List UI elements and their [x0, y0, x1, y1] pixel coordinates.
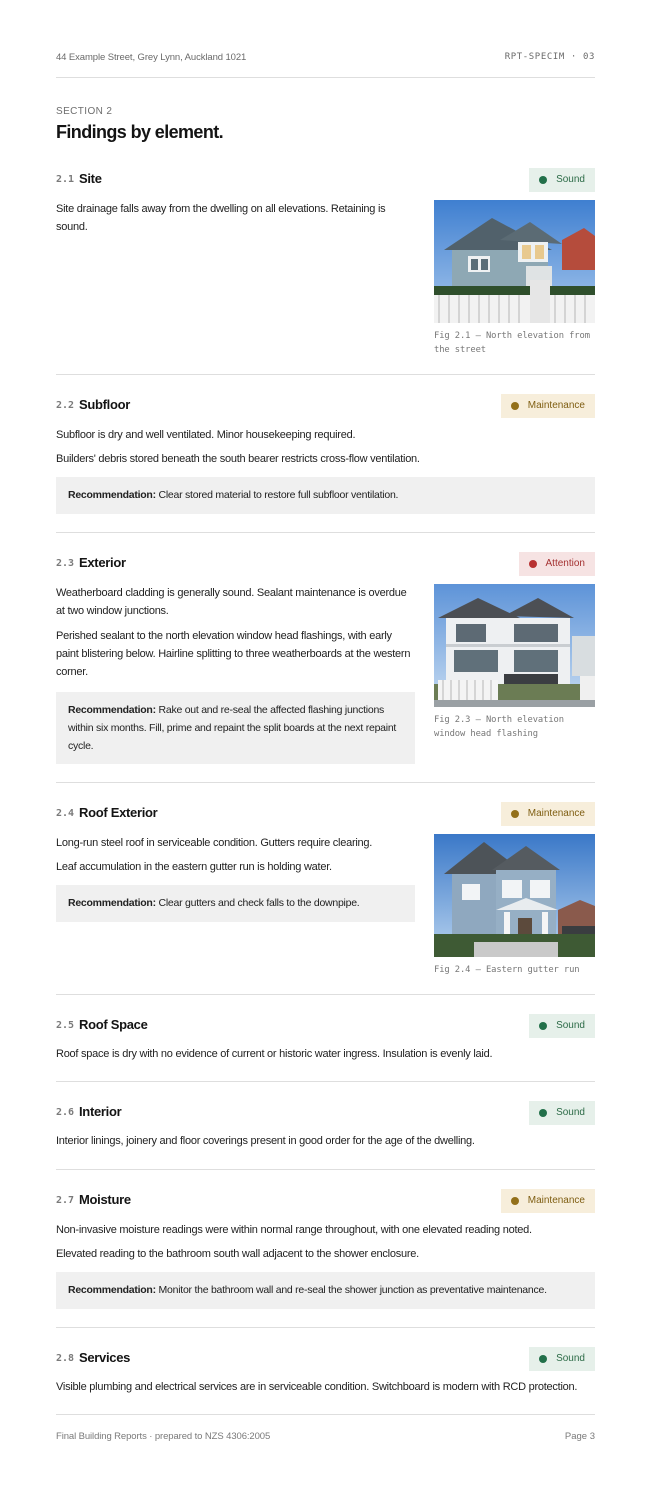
- recommendation-text: Rake out and re-seal the affected flashing junctions within six months. Fill, prime and repaint the split boards at the next repaint cycle.: [68, 704, 397, 752]
- element-subfloor: [56, 394, 595, 518]
- section-label: SECTION 2: [56, 106, 113, 117]
- element-number: 2.3: [56, 558, 75, 569]
- element-number: 2.5: [56, 1020, 75, 1031]
- element-name: Exterior: [79, 555, 126, 570]
- element-roof-exterior: [56, 802, 595, 982]
- recommendation-text: Clear stored material to restore full subfloor ventilation.: [158, 489, 399, 501]
- element-number: 2.8: [56, 1353, 75, 1364]
- element-detail: Leaf accumulation in the eastern gutter run is holding water.: [56, 861, 332, 873]
- element-name: Roof Space: [79, 1017, 148, 1032]
- status-badge: Maintenance: [501, 802, 595, 826]
- recommendation-box: [56, 1272, 595, 1309]
- element-summary: Roof space is dry with no evidence of current or historic water ingress. Insulation is evenly laid.: [56, 1048, 493, 1060]
- recommendation-label: Recommendation:: [68, 897, 156, 909]
- divider: [56, 374, 595, 375]
- status-badge: Sound: [529, 168, 595, 192]
- element-name: Roof Exterior: [79, 805, 158, 820]
- status-dot-icon: [539, 1355, 547, 1363]
- element-summary: Weatherboard cladding is generally sound. Sealant maintenance is overdue at two window junctions.: [56, 587, 407, 617]
- status-badge: Sound: [529, 1347, 595, 1371]
- property-address: 44 Example Street, Grey Lynn, Auckland 1021: [56, 52, 247, 63]
- figure-caption: Fig 2.3 — North elevation window head flashing: [434, 715, 564, 739]
- divider: [56, 532, 595, 533]
- element-number: 2.4: [56, 808, 75, 819]
- element-roof-space: [56, 1014, 595, 1068]
- divider: [56, 782, 595, 783]
- recommendation-box: [56, 885, 415, 922]
- status-dot-icon: [539, 176, 547, 184]
- page-header: [56, 52, 595, 78]
- figure: [434, 584, 595, 741]
- page-footer: [56, 1414, 595, 1444]
- status-dot-icon: [529, 560, 537, 568]
- recommendation-label: Recommendation:: [68, 1284, 156, 1296]
- element-services: [56, 1347, 595, 1401]
- element-summary: Subfloor is dry and well ventilated. Minor housekeeping required.: [56, 429, 356, 441]
- figure: [434, 834, 595, 977]
- element-summary: Visible plumbing and electrical services are in serviceable condition. Switchboard is modern with RCD protection.: [56, 1381, 578, 1393]
- status-dot-icon: [511, 1197, 519, 1205]
- figure-caption: Fig 2.1 — North elevation from the street: [434, 331, 590, 355]
- element-name: Site: [79, 171, 102, 186]
- element-detail: Perished sealant to the north elevation window head flashings, with early paint blistering below. Hairline splitting to three weatherboards at the western corner.: [56, 630, 411, 678]
- status-dot-icon: [511, 810, 519, 818]
- house-photo-icon: [434, 584, 595, 707]
- element-number: 2.2: [56, 400, 75, 411]
- recommendation-box: [56, 692, 415, 764]
- element-moisture: [56, 1189, 595, 1313]
- status-dot-icon: [511, 402, 519, 410]
- divider: [56, 1327, 595, 1328]
- element-name: Subfloor: [79, 397, 131, 412]
- element-name: Interior: [79, 1104, 122, 1119]
- element-name: Services: [79, 1350, 131, 1365]
- page-number: Page 3: [564, 1431, 595, 1442]
- recommendation-label: Recommendation:: [68, 704, 156, 716]
- recommendation-text: Clear gutters and check falls to the downpipe.: [158, 897, 360, 909]
- element-number: 2.6: [56, 1107, 75, 1118]
- element-detail: Builders' debris stored beneath the south bearer restricts cross-flow ventilation.: [56, 453, 420, 465]
- element-name: Moisture: [79, 1192, 131, 1207]
- figure: [434, 200, 595, 357]
- element-interior: [56, 1101, 595, 1155]
- divider: [56, 994, 595, 995]
- recommendation-box: [56, 477, 595, 514]
- element-summary: Site drainage falls away from the dwelling on all elevations. Retaining is sound.: [56, 203, 386, 233]
- footer-note: Final Building Reports · prepared to NZS 4306:2005: [56, 1431, 271, 1442]
- section-title: Findings by element.: [56, 122, 224, 142]
- status-badge: Sound: [529, 1014, 595, 1038]
- recommendation-text: Monitor the bathroom wall and re-seal the shower junction as preventative maintenance.: [158, 1284, 547, 1296]
- element-summary: Interior linings, joinery and floor coverings present in good order for the age of the dwelling.: [56, 1135, 475, 1147]
- house-photo-icon: [434, 834, 595, 957]
- status-dot-icon: [539, 1022, 547, 1030]
- element-summary: Non-invasive moisture readings were within normal range throughout, with one elevated reading noted.: [56, 1224, 532, 1236]
- report-reference: RPT-SPECIM · 03: [504, 52, 595, 62]
- divider: [56, 1169, 595, 1170]
- house-photo-icon: [434, 200, 595, 323]
- divider: [56, 1081, 595, 1082]
- element-site: [56, 168, 595, 358]
- status-dot-icon: [539, 1109, 547, 1117]
- recommendation-label: Recommendation:: [68, 489, 156, 501]
- element-detail: Elevated reading to the bathroom south wall adjacent to the shower enclosure.: [56, 1248, 419, 1260]
- status-badge: Maintenance: [501, 1189, 595, 1213]
- element-summary: Long-run steel roof in serviceable condition. Gutters require clearing.: [56, 837, 373, 849]
- figure-caption: Fig 2.4 — Eastern gutter run: [434, 965, 580, 975]
- element-exterior: [56, 552, 595, 768]
- element-number: 2.7: [56, 1195, 75, 1206]
- status-badge: Attention: [519, 552, 595, 576]
- status-badge: Maintenance: [501, 394, 595, 418]
- status-badge: Sound: [529, 1101, 595, 1125]
- element-number: 2.1: [56, 174, 75, 185]
